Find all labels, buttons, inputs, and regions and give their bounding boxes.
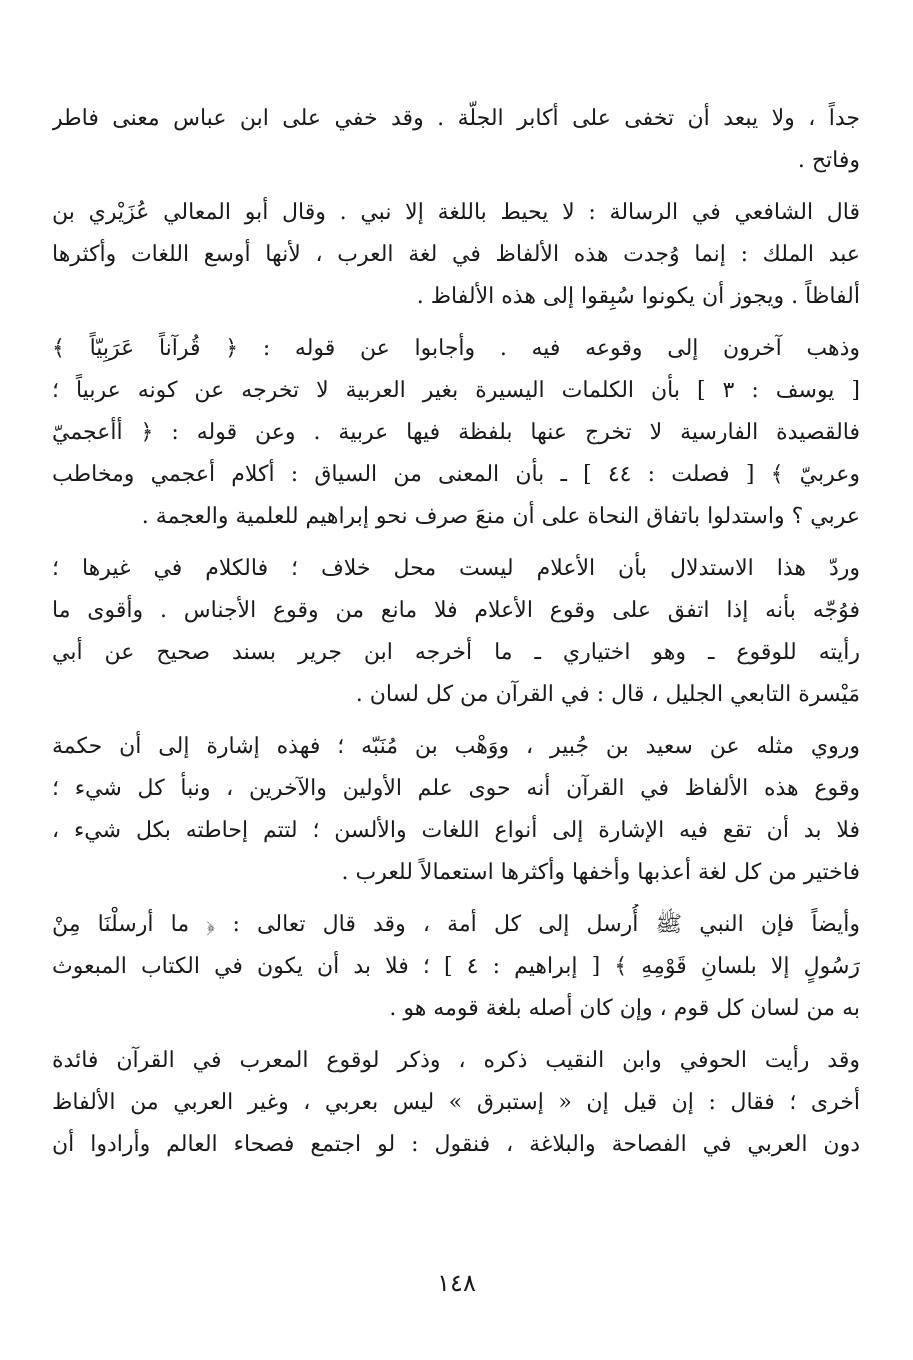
text-line: وعربيّ ﴾ [ فصلت : ٤٤ ] ـ بأن المعنى من السياق : أكلام أعجمي ومخاطب: [52, 462, 860, 487]
text-line: فلا بد أن تقع فيه الإشارة إلى أنواع اللغات والألسن ؛ لتتم إحاطته بكل شيء ،: [52, 818, 860, 843]
paragraph: [52, 904, 860, 1030]
paragraph: [52, 726, 860, 894]
text-line: دون العربي في الفصاحة والبلاغة ، فنقول : لو اجتمع فصحاء العالم وأرادوا أن: [52, 1132, 860, 1157]
page-body: [52, 98, 860, 1176]
text-line: مَيْسرة التابعي الجليل ، قال : في القرآن من كل لسان .: [355, 682, 860, 707]
text-line: فالقصيدة الفارسية لا تخرج عنها بلفظة فيها عربية . وعن قوله : ﴿ أأعجميّ: [52, 420, 860, 445]
text-line: أخرى ؛ فقال : إن قيل إن « إستبرق » ليس بعربي ، وغير العربي من الألفاظ: [52, 1090, 860, 1115]
text-line: عربي ؟ واستدلوا باتفاق النحاة على أن منعَ صرف نحو إبراهيم للعلمية والعجمة .: [141, 504, 860, 529]
text-line: وأيضاً فإن النبي ﷺ أُرسل إلى كل أمة ، وقد قال تعالى : ﴿ ما أرسلْنَا مِنْ: [52, 912, 860, 937]
paragraph: [52, 328, 860, 538]
text-line: وفاتح .: [797, 148, 860, 173]
text-line: وقوع هذه الألفاظ في القرآن أنه حوى علم الأولين والآخرين ، ونبأ كل شيء ؛: [52, 776, 860, 801]
paragraph: [52, 1040, 860, 1166]
text-line: عبد الملك : إنما وُجدت هذه الألفاظ في لغة العرب ، لأنها أوسع اللغات وأكثرها: [52, 242, 860, 267]
paragraph: [52, 98, 860, 182]
text-line: ألفاظاً . ويجوز أن يكونوا سُبِقوا إلى هذه الألفاظ .: [416, 284, 860, 309]
paragraph: [52, 192, 860, 318]
text-line: [ يوسف : ٣ ] بأن الكلمات اليسيرة بغير العربية لا تخرجه عن كونه عربياً ؛: [52, 378, 860, 403]
page-number: ١٤٨: [437, 1269, 476, 1297]
text-line: رأيته للوقوع ـ وهو اختياري ـ ما أخرجه ابن جرير بسند صحيح عن أبي: [52, 640, 860, 665]
paragraph: [52, 548, 860, 716]
text-line: وذهب آخرون إلى وقوعه فيه . وأجابوا عن قوله : ﴿ قُرآناً عَرَبِيّاً ﴾: [52, 336, 860, 361]
text-line: به من لسان كل قوم ، وإن كان أصله بلغة قومه هو .: [389, 996, 860, 1021]
text-line: فوُجّه بأنه إذا اتفق على وقوع الأعلام فلا مانع من وقوع الأجناس . وأقوى ما: [52, 598, 860, 623]
text-line: جداً ، ولا يبعد أن تخفى على أكابر الجلّة . وقد خفي على ابن عباس معنى فاطر: [52, 106, 860, 131]
text-line: وردّ هذا الاستدلال بأن الأعلام ليست محل خلاف ؛ فالكلام في غيرها ؛: [52, 556, 860, 581]
text-line: رَسُولٍ إلا بلسانِ قَوْمِهِ ﴾ [ إبراهيم : ٤ ] ؛ فلا بد أن يكون في الكتاب المبعوث: [52, 954, 860, 979]
text-line: فاختير من كل لغة أعذبها وأخفها وأكثرها استعمالاً للعرب .: [341, 860, 860, 885]
text-line: قال الشافعي في الرسالة : لا يحيط باللغة إلا نبي . وقال أبو المعالي عُزَيْري بن: [52, 200, 860, 225]
text-line: وروي مثله عن سعيد بن جُبير ، ووَهْب بن مُنَبّه ؛ فهذه إشارة إلى أن حكمة: [52, 734, 860, 759]
text-line: وقد رأيت الحوفي وابن النقيب ذكره ، وذكر لوقوع المعرب في القرآن فائدة: [52, 1048, 860, 1073]
